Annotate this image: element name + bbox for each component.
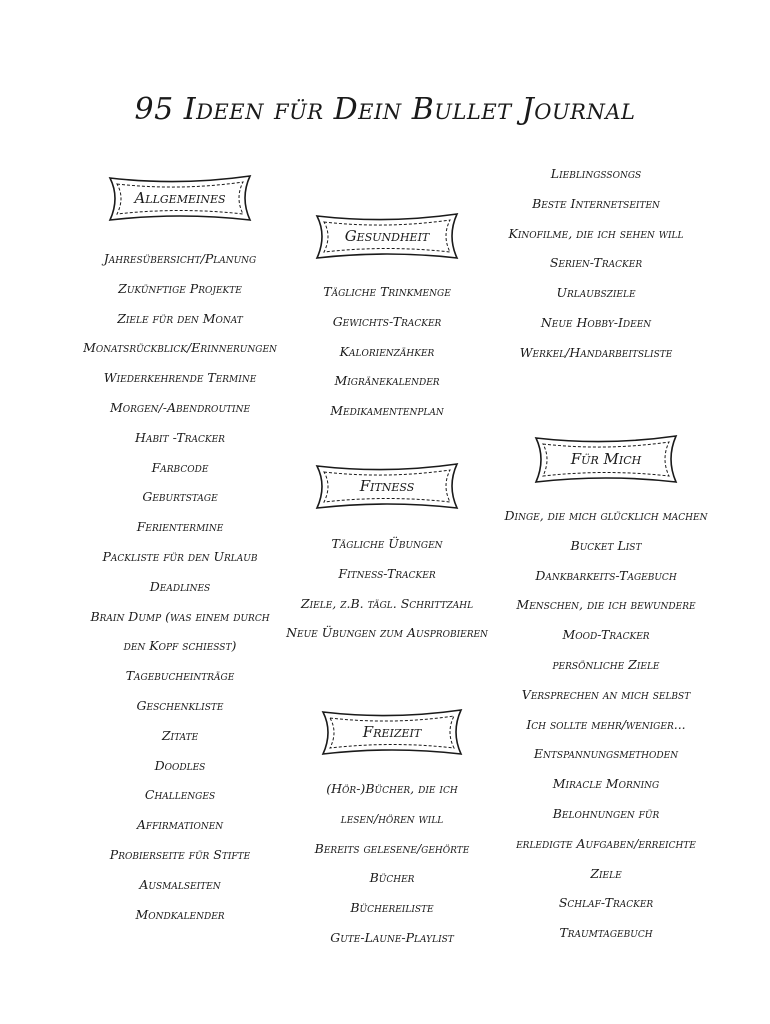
list-item: Geschenkliste [136,698,224,713]
list-item: Gewichts-Tracker [332,313,442,329]
list-item: Bereits gelesene/gehörte [314,840,470,856]
list-item: Wiederkehrende Termine [103,370,257,386]
list-item: Dinge, die mich glücklich machen [504,508,708,523]
list-item: Fitness-Tracker [338,565,436,581]
list-item: Versprechen an mich selbst [521,686,691,702]
list-item: Büchereiliste [350,900,434,916]
section-heading: Für Mich [570,450,642,468]
list-item: Tagebucheinträge [125,668,235,684]
list-item: Zitate [161,727,199,743]
list-item: Habit -Tracker [135,429,225,445]
list-item: Brain Dump (was einem durch [90,608,270,624]
list-item: Mood-Tracker [562,627,650,643]
list-item: Bucket List [570,537,642,553]
section-banner [313,210,461,262]
list-item: Monatsrückblick/Erinnerungen [83,340,277,356]
list-item: Traumtagebuch [559,925,653,941]
list-item: Tägliche Trinkmenge [323,284,451,299]
list-item: Probierseite für Stifte [109,847,251,862]
list-item: Ferientermine [136,519,224,535]
list-item: Medikamentenplan [330,403,444,419]
list-item: Ziele [590,865,622,881]
list-item: Entspannungsmethoden [533,746,679,762]
section-banner [106,172,254,224]
list-item: Jahresübersicht/Planung [103,251,257,266]
list-item: Migränekalender [334,373,440,389]
list-item: Packliste für den Urlaub [102,549,258,564]
list-item: Kalorienzähker [339,343,435,359]
list-item: Menschen, die ich bewundere [516,597,696,613]
section-heading: Gesundheit [344,227,430,245]
section-heading: Allgemeines [134,189,226,207]
list-item: Tägliche Übungen [331,536,443,551]
section-heading: Freizeit [362,723,422,741]
list-item: Schlaf-Tracker [558,895,654,911]
list-item: Mondkalender [135,906,225,922]
section-banner [319,706,465,758]
list-item: Lieblingssongs [550,166,642,181]
list-item: Zukünftige Projekte [118,280,242,296]
list-item: persönliche Ziele [552,657,660,672]
page-title: 95 Ideen für Dein Bullet Journal [134,92,636,127]
section-banner [313,460,461,512]
list-item: Ausmalseiten [139,876,221,892]
list-item: lesen/hören will [340,810,444,826]
list-item: Miracle Morning [552,776,660,792]
list-item: Serien-Tracker [549,255,643,271]
list-item: Morgen/-Abendroutine [109,400,251,415]
list-item: Farbcode [151,459,209,475]
section-heading: Fitness [359,477,415,495]
list-item: Ich sollte mehr/weniger... [526,716,686,732]
list-item: den Kopf schiesst) [123,638,237,654]
section-banner [532,432,680,486]
list-item: Urlaubsziele [556,285,636,301]
list-item: Werkel/Handarbeitsliste [519,344,673,360]
list-item: Doodles [154,757,206,773]
list-item: erledigte Aufgaben/erreichte [516,835,696,851]
list-item: Neue Übungen zum Ausprobieren [286,625,488,641]
list-item: Deadlines [149,578,211,594]
list-item: Challenges [144,787,216,803]
list-item: Dankbarkeits-Tagebuch [535,567,677,583]
list-item: Affirmationen [136,817,224,833]
list-item: (Hör-)Bücher, die ich [326,781,458,796]
list-item: Kinofilme, die ich sehen will [508,225,684,241]
list-item: Bücher [369,870,415,886]
list-item: Ziele für den Monat [117,310,243,326]
list-item: Belohnungen für [552,806,660,821]
list-item: Beste Internetseiten [532,195,660,211]
list-item: Gute-Laune-Playlist [330,930,454,945]
list-item: Neue Hobby-Ideen [540,315,652,330]
list-item: Ziele, z.B. tägl. Schrittzahl [300,595,474,611]
list-item: Geburtstage [142,489,218,505]
